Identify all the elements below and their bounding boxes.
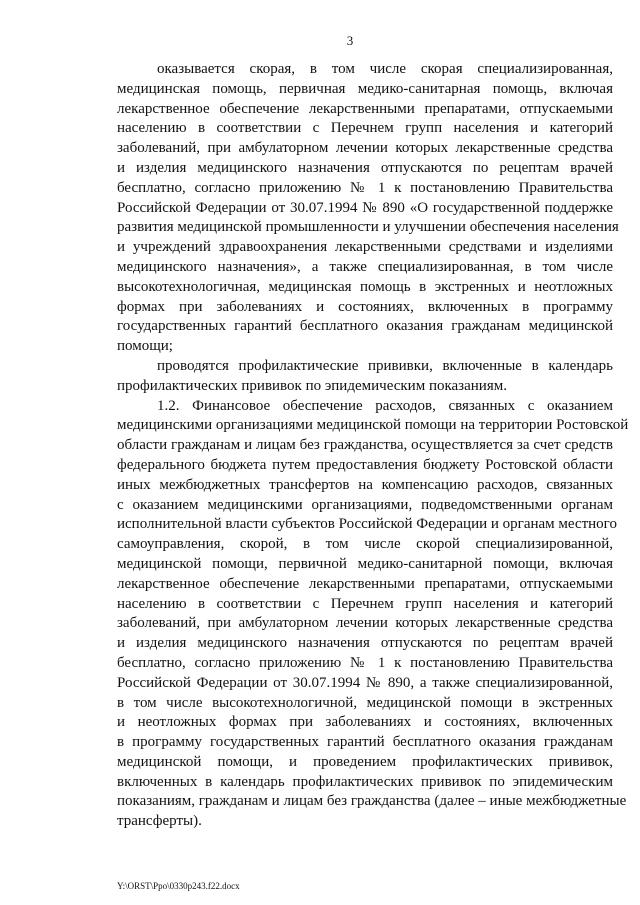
text-line: с оказанием медицинскими организациями, подведомственными органам: [117, 496, 613, 513]
text-line: бесплатно, согласно приложению № 1 к постановлению Правительства: [117, 654, 613, 671]
text-line: медицинской помощи, первичной медико-санитарной помощи, включая: [117, 555, 613, 572]
text-line: формах при заболеваниях и состояниях, включенных в программу: [117, 298, 613, 315]
text-line: профилактических прививок по эпидемическим показаниям.: [117, 377, 507, 394]
text-line: лекарственное обеспечение лекарственными препаратами, отпускаемыми: [117, 100, 613, 117]
text-line: и изделия медицинского назначения отпускаются по рецептам врачей: [117, 159, 613, 176]
text-line: помощи;: [117, 338, 173, 355]
text-line: Российской Федерации от 30.07.1994 № 890, а также специализированной,: [117, 674, 613, 691]
paragraph: [117, 397, 629, 833]
text-line: заболеваний, при амбулаторном лечении которых лекарственные средства: [117, 615, 613, 632]
text-line: медицинского назначения», а также специализированная, в том числе: [117, 258, 613, 275]
text-line: населению в соответствии с Перечнем групп населения и категорий: [117, 120, 613, 137]
document-body: [117, 60, 629, 832]
text-line: населению в соответствии с Перечнем групп населения и категорий: [117, 595, 613, 612]
text-line: медицинской помощи, и проведением профилактических прививок,: [117, 753, 613, 770]
text-line: государственных гарантий бесплатного оказания гражданам медицинской: [117, 318, 613, 335]
text-line: показаниям, гражданам и лицам без гражданства (далее – иные межбюджетные: [117, 793, 627, 810]
text-line: бесплатно, согласно приложению № 1 к постановлению Правительства: [117, 179, 613, 196]
text-line: федерального бюджета путем предоставления бюджету Ростовской области: [117, 456, 613, 473]
text-line: оказывается скорая, в том числе скорая специализированная,: [157, 61, 613, 77]
text-line: Российской Федерации от 30.07.1994 № 890 «О государственной поддержке: [117, 199, 613, 216]
text-line: проводятся профилактические прививки, включенные в календарь: [157, 357, 613, 374]
paragraph: [117, 357, 613, 397]
text-line: 1.2. Финансовое обеспечение расходов, связанных с оказанием: [157, 397, 613, 414]
text-line: медицинскими организациями медицинской помощи на территории Ростовской: [117, 417, 629, 434]
page-number: 3: [346, 33, 354, 48]
file-path-footer: Y:\ORST\Ppo\0330p243.f22.docx: [117, 881, 240, 891]
text-line: в том числе высокотехнологичной, медицинской помощи в экстренных: [117, 694, 613, 711]
text-line: и учреждений здравоохранения лекарственными средствами и изделиями: [117, 239, 613, 256]
text-line: исполнительной власти субъектов Российской Федерации и органам местного: [117, 516, 617, 533]
text-line: самоуправления, скорой, в том числе скорой специализированной,: [117, 536, 613, 553]
text-line: включенных в календарь профилактических прививок по эпидемическим: [117, 773, 613, 790]
text-line: развития медицинской промышленности и улучшении обеспечения населения: [117, 219, 619, 236]
text-line: иных межбюджетных трансфертов на компенсацию расходов, связанных: [117, 476, 613, 493]
text-line: лекарственное обеспечение лекарственными препаратами, отпускаемыми: [117, 575, 613, 592]
text-line: трансферты).: [117, 813, 202, 830]
text-line: и неотложных формах при заболеваниях и состояниях, включенных: [117, 714, 613, 731]
text-line: высокотехнологичная, медицинская помощь в экстренных и неотложных: [117, 278, 613, 295]
text-line: области гражданам и лицам без гражданства, осуществляется за счет средств: [117, 437, 613, 454]
text-line: заболеваний, при амбулаторном лечении которых лекарственные средства: [117, 140, 613, 157]
text-line: в программу государственных гарантий бесплатного оказания гражданам: [117, 734, 613, 751]
text-line: и изделия медицинского назначения отпускаются по рецептам врачей: [117, 635, 613, 652]
paragraph: [117, 60, 619, 357]
text-line: медицинская помощь, первичная медико-санитарная помощь, включая: [117, 80, 613, 97]
